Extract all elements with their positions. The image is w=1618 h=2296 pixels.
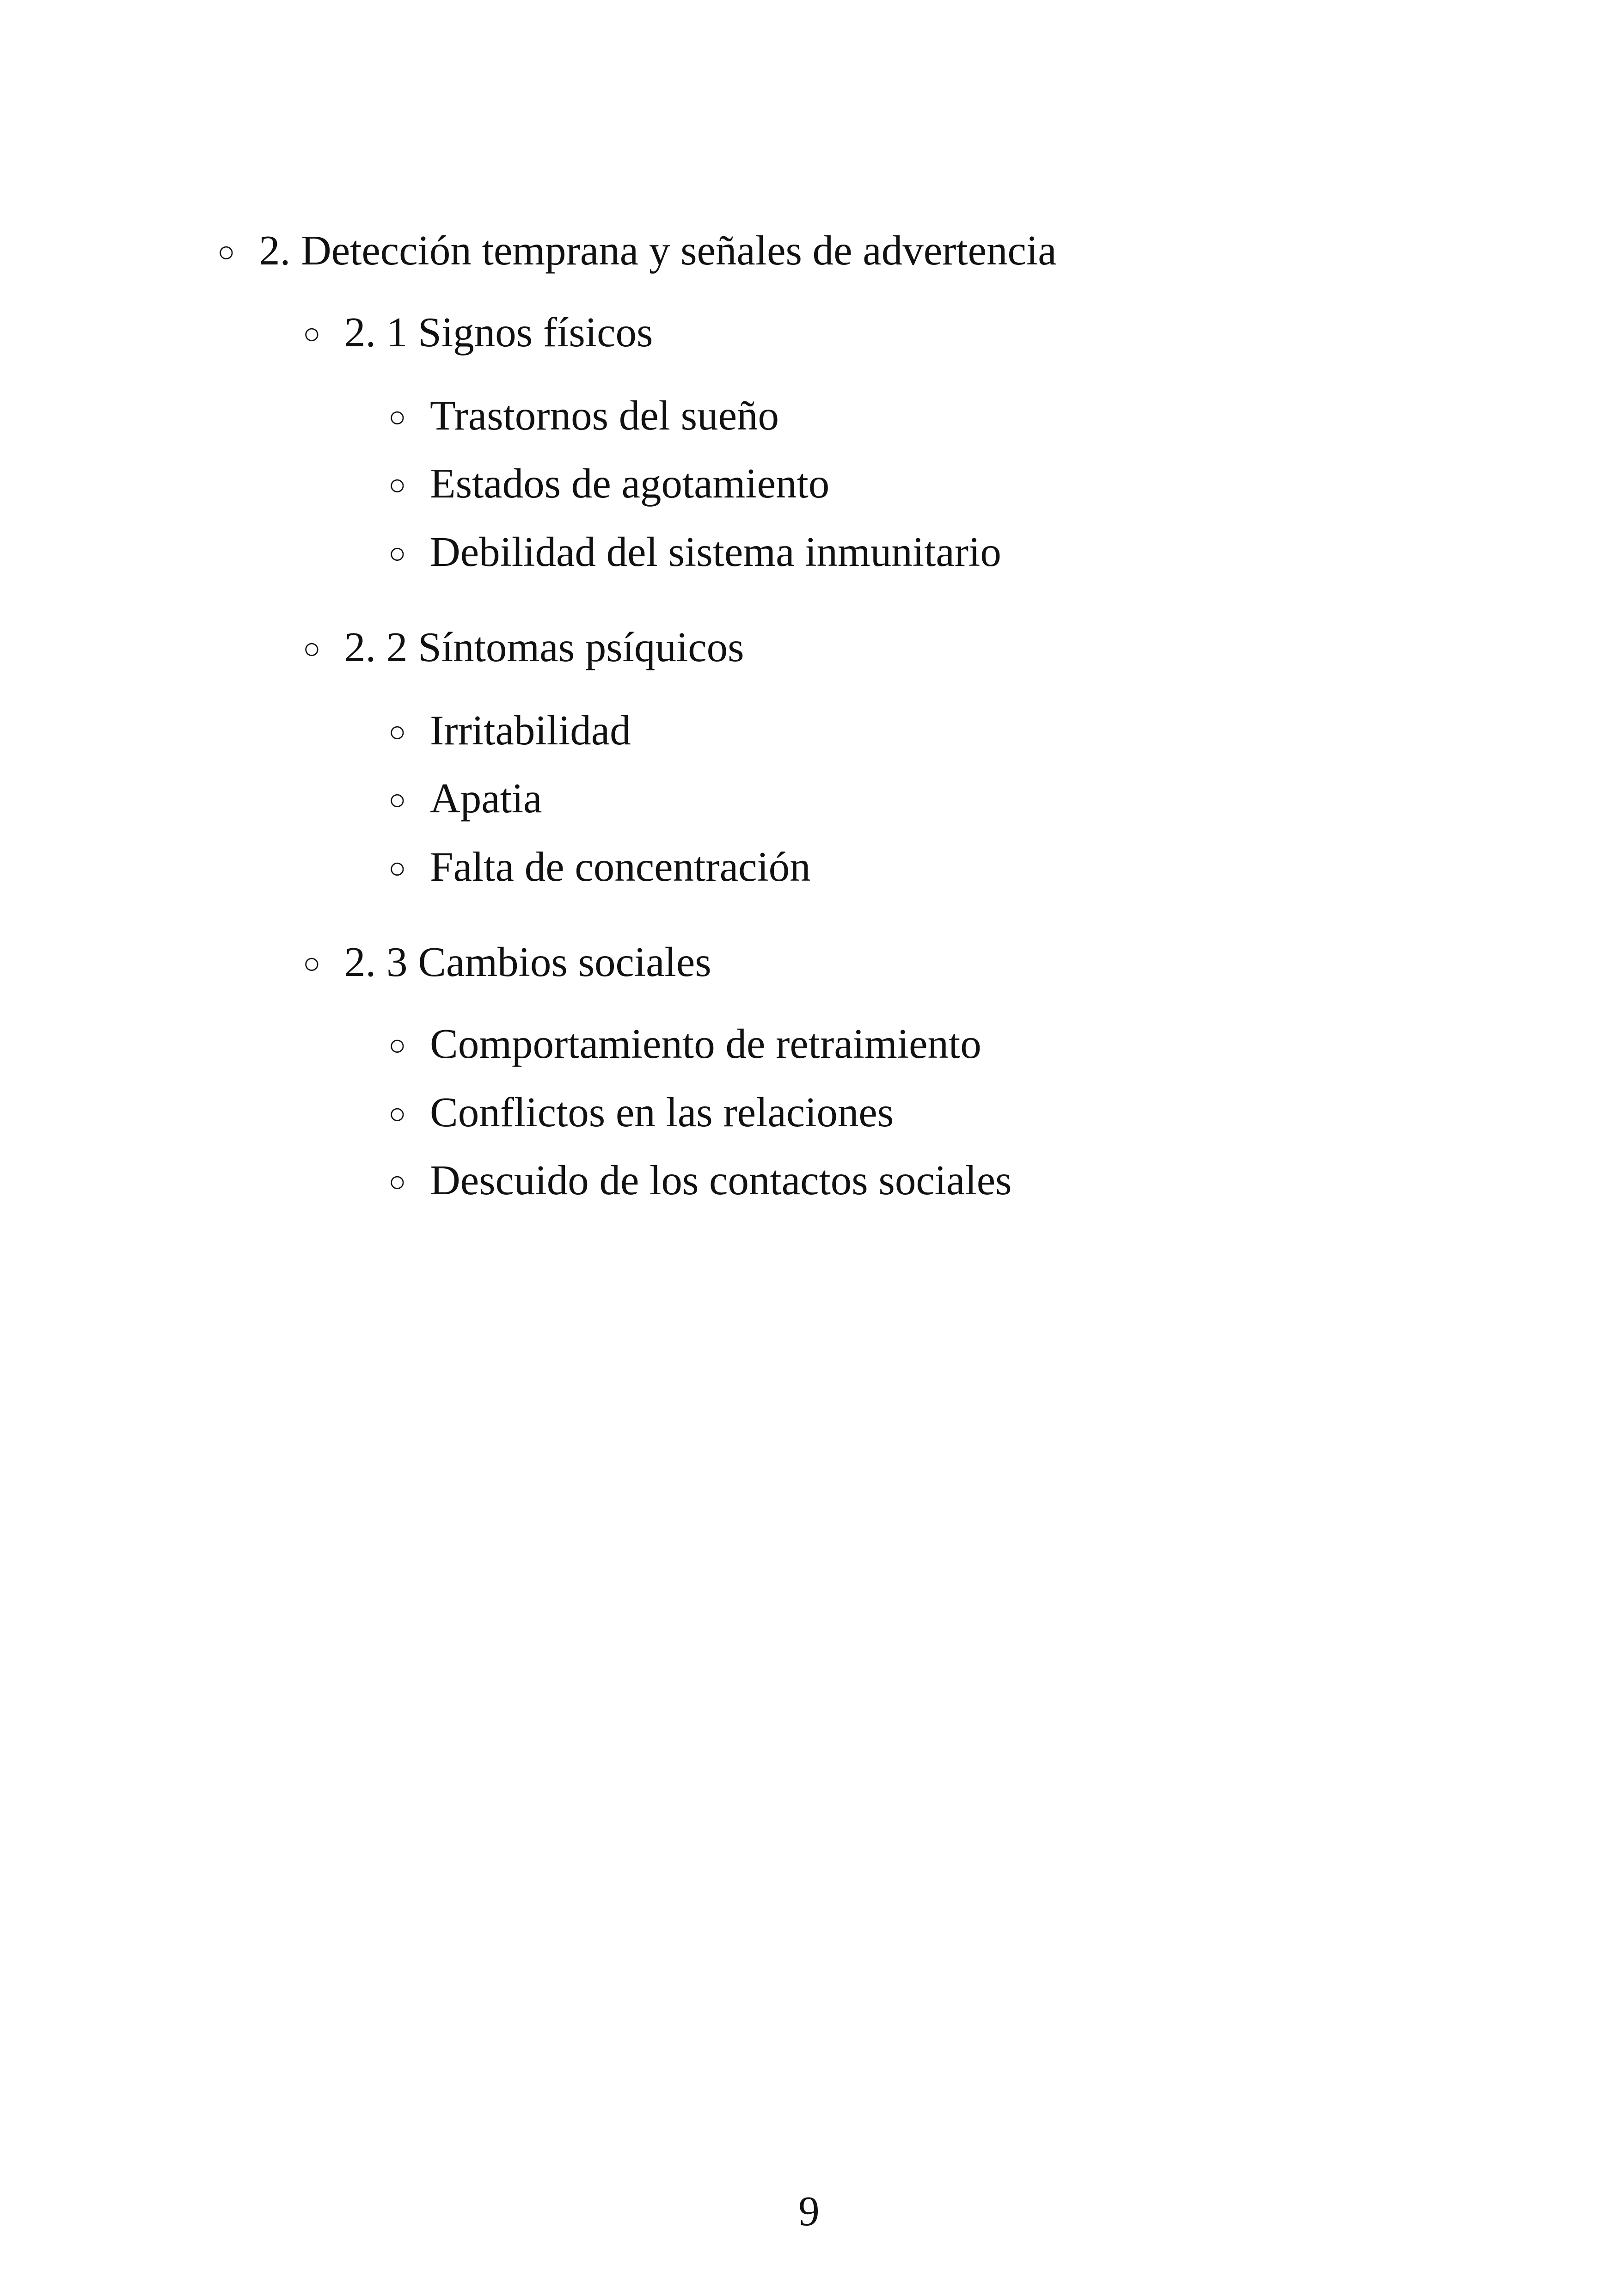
outline-item-label: Conflictos en las relaciones <box>430 1089 894 1136</box>
outline-subsection <box>303 937 711 992</box>
outline-item <box>388 527 1001 582</box>
outline-item-label: Debilidad del sistema inmunitario <box>430 528 1001 575</box>
hollow-bullet-icon: ○ <box>217 235 235 268</box>
hollow-bullet-icon: ○ <box>303 947 321 980</box>
outline-item <box>388 1019 981 1074</box>
hollow-bullet-icon: ○ <box>388 1165 406 1198</box>
outline-item <box>388 841 811 896</box>
outline-item <box>388 1155 1012 1210</box>
outline-item-label: Trastornos del sueño <box>430 392 779 439</box>
outline-item-label: Falta de concentración <box>430 843 811 890</box>
outline-item <box>388 773 542 828</box>
hollow-bullet-icon: ○ <box>388 783 406 816</box>
outline-item-label: Descuido de los contactos sociales <box>430 1157 1012 1203</box>
outline-item-label: Apatia <box>430 775 542 822</box>
outline-subsection <box>303 622 744 677</box>
outline-subsection <box>303 307 653 362</box>
hollow-bullet-icon: ○ <box>388 715 406 748</box>
outline-item <box>388 390 779 445</box>
hollow-bullet-icon: ○ <box>303 317 321 350</box>
hollow-bullet-icon: ○ <box>388 468 406 501</box>
hollow-bullet-icon: ○ <box>388 400 406 433</box>
subsection-title: 2. 2 Síntomas psíquicos <box>344 624 744 670</box>
subsection-title: 2. 1 Signos físicos <box>344 309 653 356</box>
outline-item-label: Estados de agotamiento <box>430 460 830 507</box>
hollow-bullet-icon: ○ <box>388 852 406 884</box>
hollow-bullet-icon: ○ <box>388 1097 406 1130</box>
outline-section <box>217 225 1057 280</box>
outline-item-label: Irritabilidad <box>430 707 631 754</box>
outline-item <box>388 705 631 760</box>
section-title: 2. Detección temprana y señales de advertencia <box>259 227 1057 274</box>
hollow-bullet-icon: ○ <box>388 537 406 570</box>
subsection-title: 2. 3 Cambios sociales <box>344 939 711 985</box>
page-number: 9 <box>798 2188 820 2235</box>
hollow-bullet-icon: ○ <box>303 632 321 665</box>
hollow-bullet-icon: ○ <box>388 1029 406 1062</box>
outline-item <box>388 1087 894 1142</box>
outline-item <box>388 458 829 513</box>
outline-item-label: Comportamiento de retraimiento <box>430 1020 981 1067</box>
